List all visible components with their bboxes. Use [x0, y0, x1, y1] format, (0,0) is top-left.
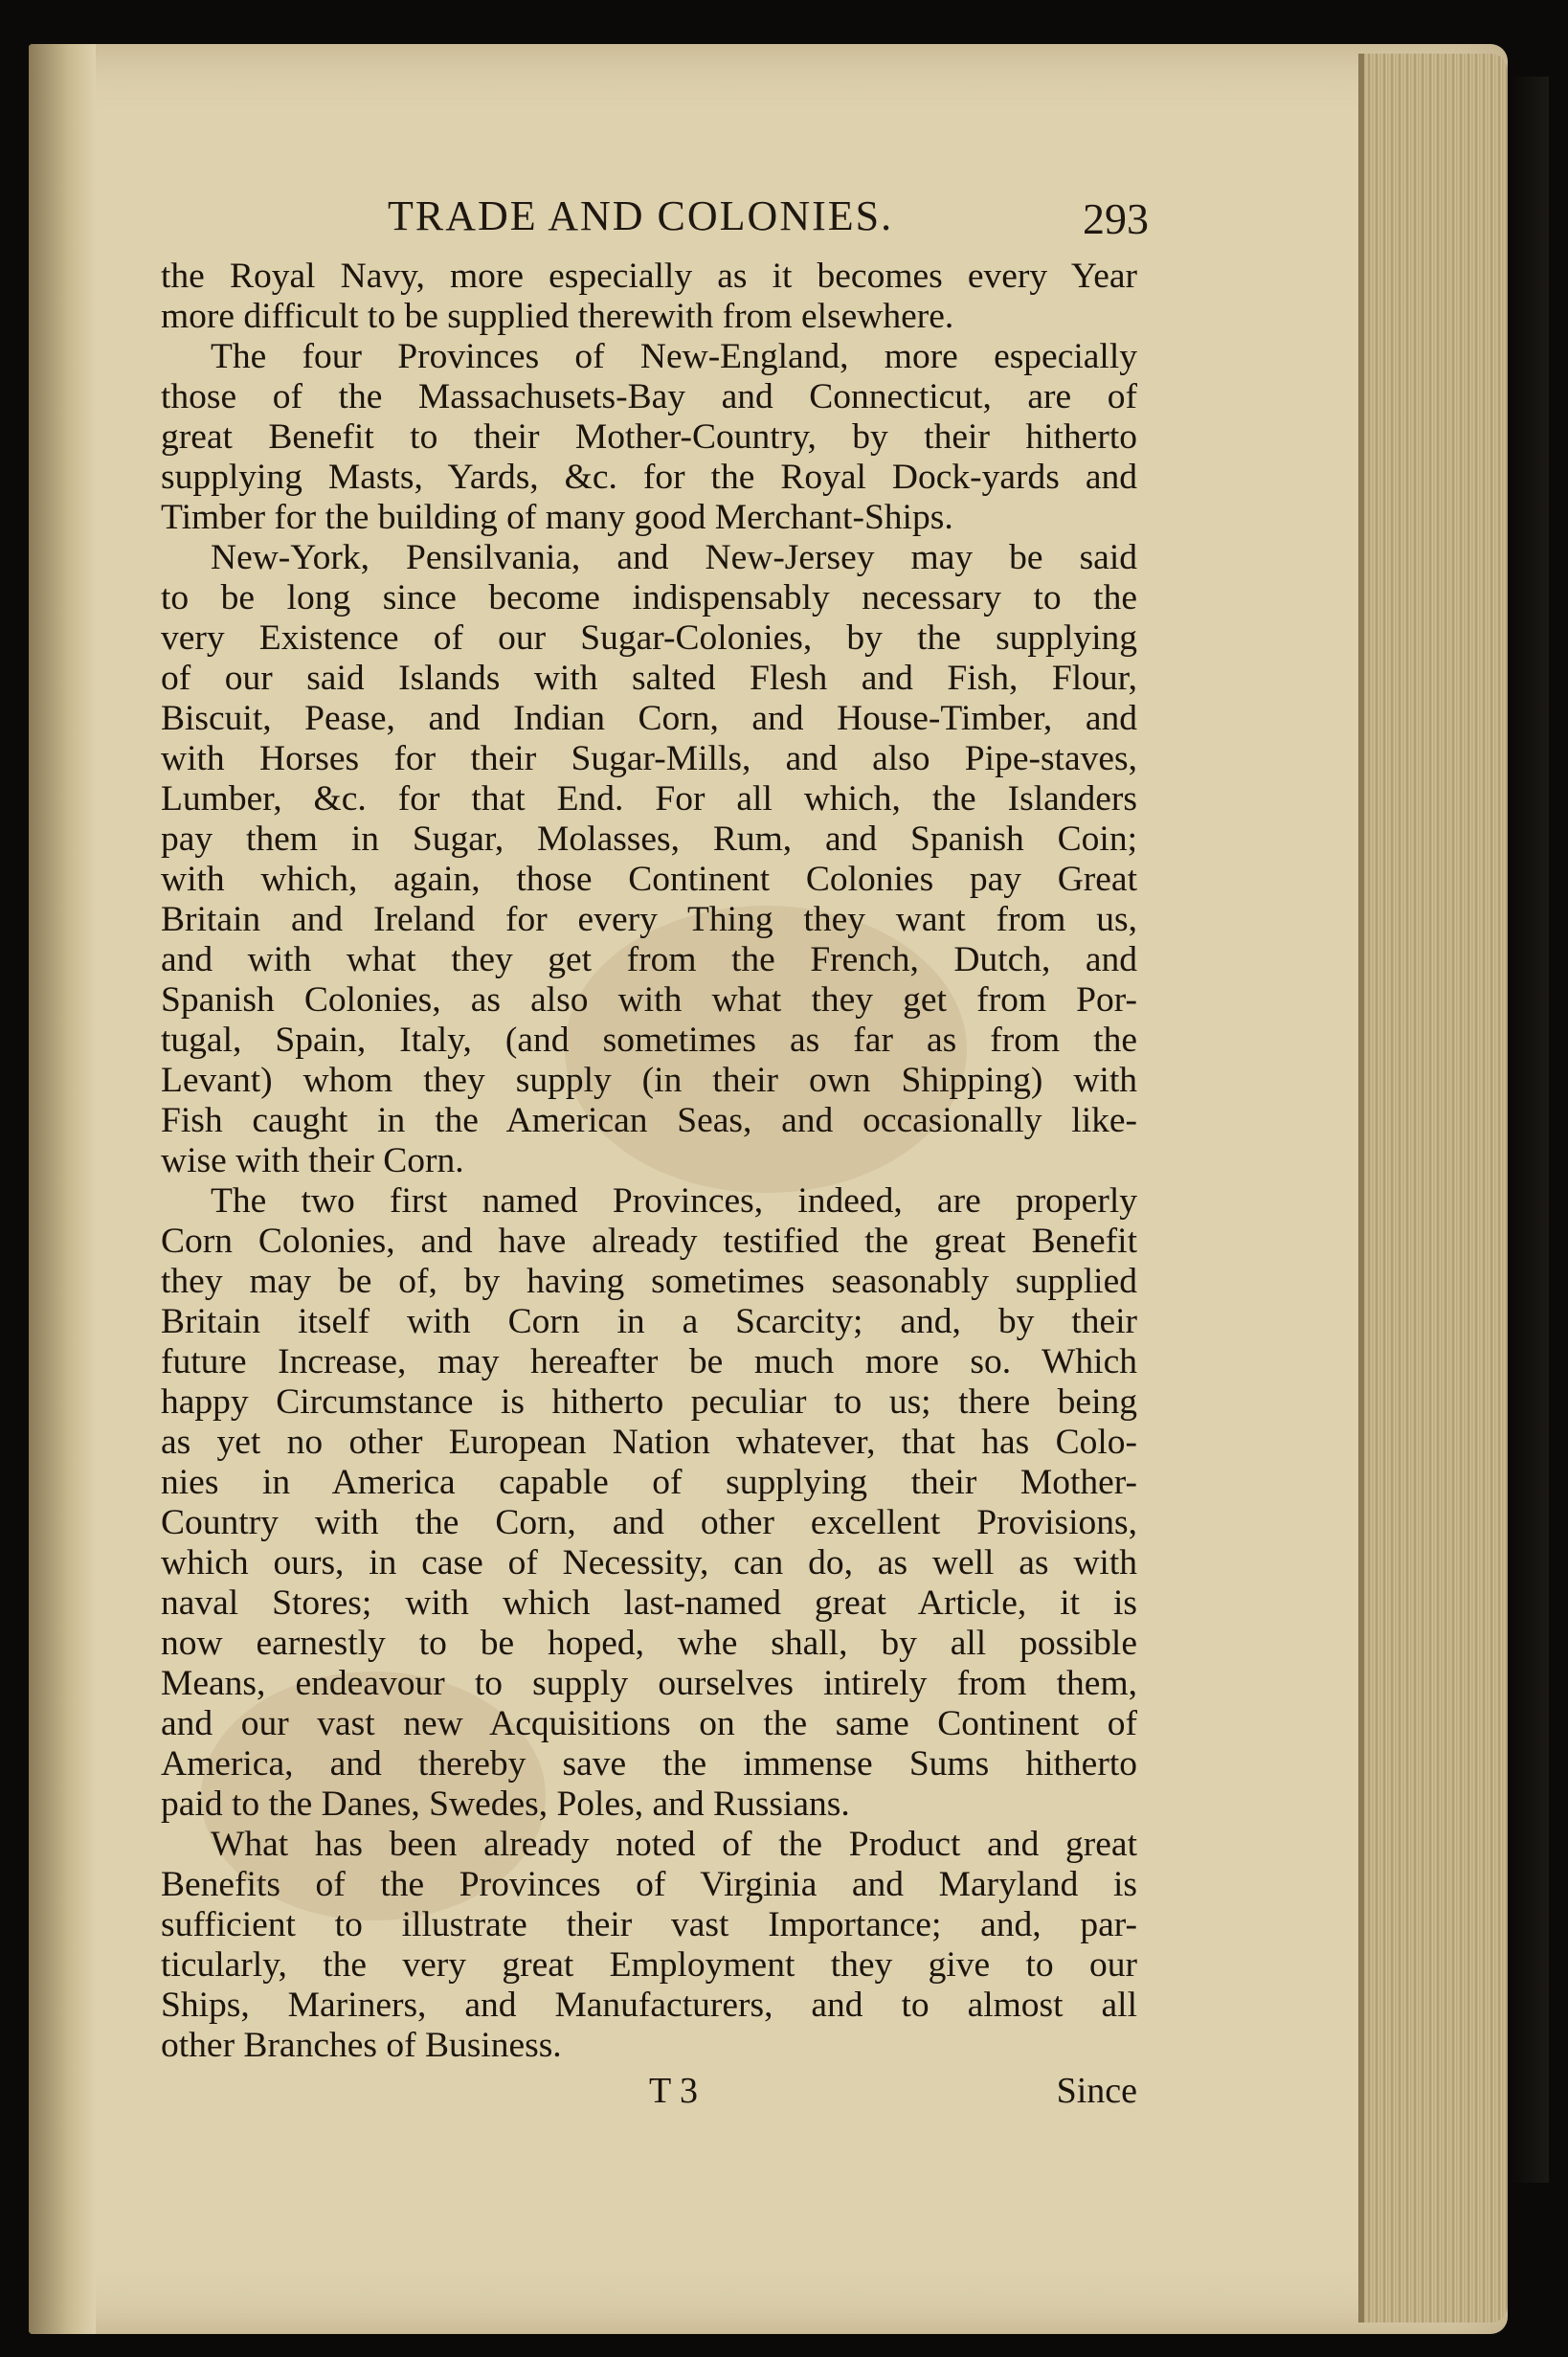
text-line: America, and thereby save the immense Sums hitherto	[161, 1744, 1137, 1784]
page-header	[153, 182, 1149, 249]
page-gutter	[29, 44, 96, 2334]
text-line: Fish caught in the American Seas, and occasionally like-	[161, 1101, 1137, 1140]
paragraph	[161, 1181, 1137, 1825]
text-line: New-York, Pensilvania, and New-Jersey may be said	[211, 538, 1137, 577]
text-line: Timber for the building of many good Merchant-Ships.	[161, 498, 953, 537]
text-line: paid to the Danes, Swedes, Poles, and Russians.	[161, 1785, 850, 1824]
page-edges	[1364, 54, 1508, 2323]
page-footer	[161, 2070, 1137, 2118]
text-line: Biscuit, Pease, and Indian Corn, and House-Timber, and	[161, 699, 1137, 738]
text-line: nies in America capable of supplying their Mother-	[161, 1463, 1137, 1502]
text-line: What has been already noted of the Product and great	[211, 1825, 1137, 1864]
text-line: to be long since become indispensably necessary to the	[161, 578, 1137, 617]
text-line: the Royal Navy, more especially as it becomes every Year	[161, 257, 1137, 296]
text-line: sufficient to illustrate their vast Importance; and, par-	[161, 1905, 1137, 1944]
paragraph	[161, 1825, 1137, 2066]
catchword: Since	[1056, 2071, 1137, 2111]
text-line: Lumber, &c. for that End. For all which, the Islanders	[161, 779, 1137, 819]
text-line: naval Stores; with which last-named great Article, it is	[161, 1583, 1137, 1623]
text-line: wise with their Corn.	[161, 1141, 464, 1180]
signature-mark: T 3	[649, 2071, 699, 2111]
text-line: very Existence of our Sugar-Colonies, by the supplying	[161, 618, 1137, 658]
text-line: supplying Masts, Yards, &c. for the Royal Dock-yards and	[161, 458, 1137, 497]
text-line: Means, endeavour to supply ourselves intirely from them,	[161, 1664, 1137, 1703]
paragraph	[161, 538, 1137, 1181]
text-line: great Benefit to their Mother-Country, by their hitherto	[161, 417, 1137, 457]
text-line: they may be of, by having sometimes seasonably supplied	[161, 1262, 1137, 1301]
paragraph	[161, 337, 1137, 538]
text-line: The four Provinces of New-England, more especially	[211, 337, 1137, 376]
text-line: The two first named Provinces, indeed, are properly	[211, 1181, 1137, 1221]
text-line: now earnestly to be hoped, whe shall, by all possible	[161, 1624, 1137, 1663]
text-line: as yet no other European Nation whatever, that has Colo-	[161, 1423, 1137, 1462]
text-line: tugal, Spain, Italy, (and sometimes as far as from the	[161, 1021, 1137, 1060]
text-line: future Increase, may hereafter be much more so. Which	[161, 1342, 1137, 1381]
text-line: Spanish Colonies, as also with what they get from Por-	[161, 980, 1137, 1020]
text-line: pay them in Sugar, Molasses, Rum, and Spanish Coin;	[161, 819, 1137, 859]
text-line: more difficult to be supplied therewith from elsewhere.	[161, 297, 954, 336]
running-head: TRADE AND COLONIES.	[388, 192, 894, 239]
text-line: Country with the Corn, and other excellent Provisions,	[161, 1503, 1137, 1542]
text-line: Britain itself with Corn in a Scarcity; and, by their	[161, 1302, 1137, 1341]
text-line: with Horses for their Sugar-Mills, and also Pipe-staves,	[161, 739, 1137, 778]
paragraph	[161, 257, 1137, 337]
text-line: other Branches of Business.	[161, 2026, 562, 2065]
text-line: Levant) whom they supply (in their own Shipping) with	[161, 1061, 1137, 1100]
text-line: Benefits of the Provinces of Virginia and Maryland is	[161, 1865, 1137, 1904]
body-text	[161, 257, 1137, 2066]
text-line: happy Circumstance is hitherto peculiar to us; there being	[161, 1382, 1137, 1422]
text-line: of our said Islands with salted Flesh and Fish, Flour,	[161, 659, 1137, 698]
text-line: Britain and Ireland for every Thing they want from us,	[161, 900, 1137, 939]
text-line: and with what they get from the French, Dutch, and	[161, 940, 1137, 979]
text-line: those of the Massachusets-Bay and Connecticut, are of	[161, 377, 1137, 416]
text-line: Corn Colonies, and have already testified the great Benefit	[161, 1222, 1137, 1261]
text-line: and our vast new Acquisitions on the same Continent of	[161, 1704, 1137, 1743]
text-line: which ours, in case of Necessity, can do, as well as with	[161, 1543, 1137, 1583]
text-line: Ships, Mariners, and Manufacturers, and to almost all	[161, 1986, 1137, 2025]
text-line: ticularly, the very great Employment they give to our	[161, 1945, 1137, 1985]
text-line: with which, again, those Continent Colonies pay Great	[161, 860, 1137, 899]
page-number: 293	[1083, 194, 1149, 243]
book-edge-shadow	[1511, 77, 1549, 2183]
